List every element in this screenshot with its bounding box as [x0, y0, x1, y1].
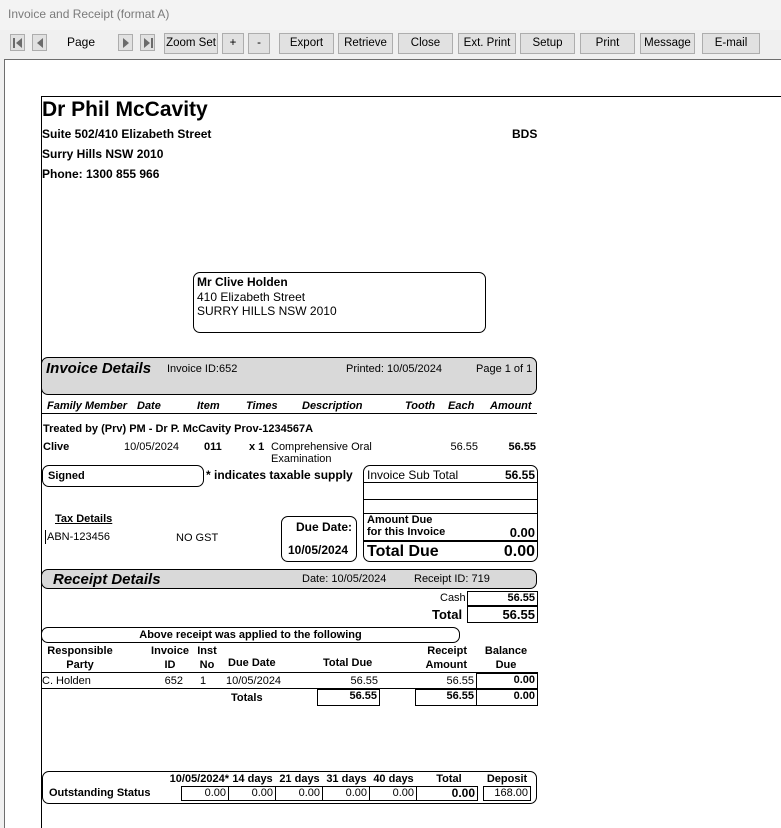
- invoice-page: [5, 60, 781, 828]
- amount-due-label-1: Amount Due: [367, 514, 433, 526]
- sub-total-rule: [364, 482, 537, 483]
- row-total-due: 56.55: [350, 675, 378, 687]
- printed-date: Printed: 10/05/2024: [346, 363, 443, 375]
- row-receipt-amount: 56.55: [446, 675, 474, 687]
- cash-label: Cash: [440, 592, 466, 604]
- close-button[interactable]: Close: [398, 33, 453, 54]
- invoice-id: Invoice ID:652: [167, 363, 238, 375]
- patient-name: Mr Clive Holden: [197, 275, 288, 289]
- sub-total-label: Invoice Sub Total: [367, 468, 459, 482]
- print-button[interactable]: Print: [580, 33, 635, 54]
- practice-phone: Phone: 1300 855 966: [42, 167, 160, 181]
- sub-total-value: 56.55: [504, 468, 535, 482]
- due-date-box: [281, 516, 357, 562]
- total-due-label: Total Due: [367, 543, 439, 560]
- invoice-columns-rule: [41, 413, 537, 414]
- cash-value: 56.55: [467, 591, 538, 606]
- row-inst-no: 1: [200, 675, 207, 687]
- row-invoice-id: 652: [164, 675, 183, 687]
- outstanding-label: Outstanding Status: [49, 787, 151, 799]
- amount-due-label-2: for this Invoice: [367, 526, 446, 538]
- patient-address-line1: 410 Elizabeth Street: [197, 290, 306, 304]
- aging-header-21: 21 days: [279, 773, 320, 785]
- col-item: Item: [197, 400, 220, 412]
- receipt-total-label: Total: [432, 607, 463, 622]
- aging-21: 0.00: [275, 786, 323, 801]
- window-titlebar: [0, 0, 781, 30]
- invoice-heading: Invoice Details: [46, 360, 152, 377]
- window-title: Invoice and Receipt (format A): [8, 7, 170, 21]
- col-receipt-amount-1: Receipt: [427, 645, 467, 657]
- gst-status: NO GST: [176, 532, 219, 544]
- blank-row-rule: [364, 499, 537, 500]
- aging-40: 0.00: [369, 786, 417, 801]
- col-inst-1: Inst: [197, 645, 217, 657]
- message-button[interactable]: Message: [640, 33, 695, 54]
- page-number: Page 1 of 1: [476, 363, 533, 375]
- col-description: Description: [302, 400, 363, 412]
- total-due-rule: [364, 540, 537, 542]
- taxable-note: * indicates taxable supply: [206, 468, 353, 482]
- line-description-1: Comprehensive Oral: [271, 441, 372, 453]
- row-party: C. Holden: [42, 675, 91, 687]
- aging-header-31: 31 days: [326, 773, 367, 785]
- patient-address-line2: SURRY HILLS NSW 2010: [197, 304, 337, 318]
- zoom-set-button[interactable]: Zoom Set: [164, 33, 218, 54]
- aging-header-14: 14 days: [232, 773, 273, 785]
- aging-31: 0.00: [322, 786, 370, 801]
- aging-header-deposit: Deposit: [486, 773, 528, 785]
- totals-balance: 0.00: [476, 689, 538, 706]
- practice-address-line2: Surry Hills NSW 2010: [42, 147, 164, 161]
- page-label: Page: [67, 35, 96, 49]
- invoice-totals-box: [363, 465, 538, 562]
- toolbar: [0, 30, 781, 58]
- receipt-total-value: 56.55: [467, 606, 538, 623]
- line-amount: 56.55: [508, 441, 536, 453]
- aging-total: 0.00: [416, 786, 478, 801]
- col-times: Times: [246, 400, 278, 412]
- retrieve-button[interactable]: Retrieve: [338, 33, 393, 54]
- aging-14: 0.00: [228, 786, 276, 801]
- col-balance-1: Balance: [484, 645, 528, 657]
- col-inst-2: No: [199, 659, 215, 671]
- signed-label: Signed: [48, 470, 85, 482]
- col-each: Each: [448, 400, 475, 412]
- next-page-icon: [120, 37, 132, 49]
- col-tooth: Tooth: [405, 400, 436, 412]
- totals-total-due: 56.55: [317, 689, 380, 706]
- col-balance-2: Due: [495, 659, 517, 671]
- col-due-date: Due Date: [228, 657, 276, 669]
- first-page-button[interactable]: [10, 34, 25, 51]
- receipt-header-band: [41, 569, 537, 589]
- line-each: 56.55: [450, 441, 478, 453]
- aging-current: 0.00: [181, 786, 229, 801]
- col-invoice-1: Invoice: [151, 645, 189, 657]
- line-item: 011: [204, 441, 222, 453]
- setup-button[interactable]: Setup: [520, 33, 575, 54]
- tax-details-label: Tax Details: [55, 513, 113, 525]
- deposit: 168.00: [483, 786, 531, 801]
- col-responsible-1: Responsible: [47, 645, 113, 657]
- text-cursor: [45, 530, 46, 544]
- row-due-date: 10/05/2024: [226, 675, 282, 687]
- aging-header-40: 40 days: [373, 773, 414, 785]
- practice-address-line1: Suite 502/410 Elizabeth Street: [42, 127, 212, 141]
- previous-page-button[interactable]: [32, 34, 47, 51]
- line-date: 10/05/2024: [124, 441, 180, 453]
- invoice-header-band: [41, 357, 537, 395]
- aging-header-current: 10/05/2024*: [169, 773, 229, 785]
- col-invoice-2: ID: [164, 659, 176, 671]
- applied-note-box: [41, 627, 460, 643]
- zoom-in-button[interactable]: +: [222, 33, 244, 54]
- line-times: x 1: [249, 441, 265, 453]
- last-page-button[interactable]: [140, 34, 155, 51]
- ext-print-button[interactable]: Ext. Print: [458, 33, 516, 54]
- col-receipt-amount-2: Amount: [425, 659, 467, 671]
- applied-note: Above receipt was applied to the following: [139, 629, 362, 641]
- treated-by: Treated by (Prv) PM - Dr P. McCavity Prov-1234567A: [43, 423, 314, 435]
- last-page-icon: [142, 37, 154, 49]
- col-date: Date: [137, 400, 161, 412]
- aging-header-total: Total: [436, 773, 462, 785]
- total-due-value: 0.00: [503, 543, 535, 560]
- col-total-due: Total Due: [323, 657, 373, 669]
- next-page-button[interactable]: [118, 34, 133, 51]
- amount-due-value: 0.00: [509, 525, 535, 540]
- totals-label: Totals: [231, 692, 263, 704]
- patient-address-box: [193, 272, 486, 333]
- col-responsible-2: Party: [66, 659, 94, 671]
- page-top-rule: [41, 96, 781, 97]
- col-amount: Amount: [490, 400, 532, 412]
- receipt-date: Date: 10/05/2024: [302, 573, 387, 585]
- totals-receipt-amount: 56.55: [415, 689, 477, 706]
- outstanding-status-box: [42, 771, 537, 804]
- receipt-id: Receipt ID: 719: [414, 573, 490, 585]
- allocation-header-rule: [41, 672, 538, 673]
- signed-box: [42, 465, 204, 487]
- line-description-2: Examination: [271, 453, 332, 465]
- receipt-heading: Receipt Details: [53, 571, 161, 588]
- email-button[interactable]: E-mail: [702, 33, 760, 54]
- first-page-icon: [12, 37, 24, 49]
- row-balance: 0.00: [476, 673, 538, 689]
- doctor-name: Dr Phil McCavity: [42, 98, 208, 121]
- page-left-rule: [41, 96, 42, 828]
- zoom-out-button[interactable]: -: [248, 33, 270, 54]
- due-date-value: 10/05/2024: [288, 543, 349, 557]
- col-family-member: Family Member: [47, 400, 128, 412]
- abn: ABN-123456: [47, 531, 110, 543]
- due-date-label: Due Date:: [296, 520, 353, 534]
- export-button[interactable]: Export: [279, 33, 334, 54]
- report-preview[interactable]: [4, 59, 781, 828]
- previous-page-icon: [34, 37, 46, 49]
- practitioner-qualification: BDS: [512, 127, 538, 141]
- line-member: Clive: [43, 441, 70, 453]
